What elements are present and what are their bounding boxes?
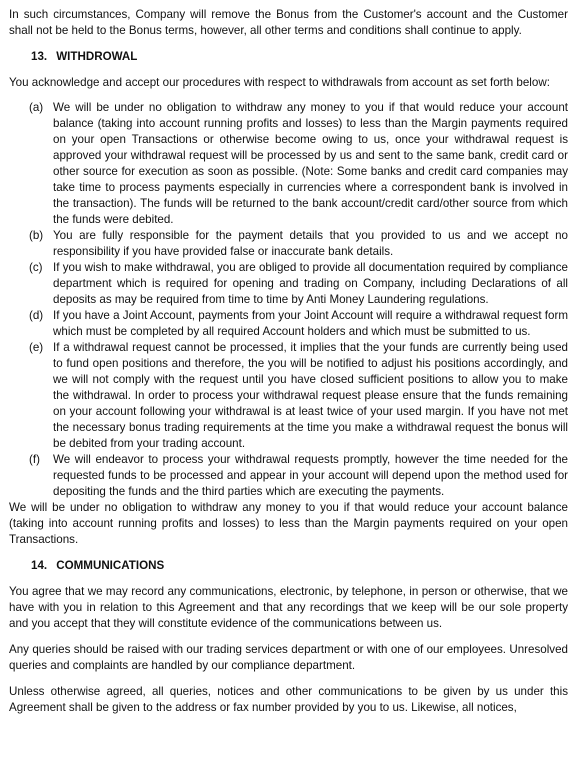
section-13-heading — [9, 49, 568, 65]
list-item-text: If you have a Joint Account, payments from your Joint Account will require a withdrawal request form which must be completed by all required Account holders and which must be submitted to us. — [53, 309, 568, 338]
list-item-text: If a withdrawal request cannot be processed, it implies that the your funds are currently being used to fund open positions and therefore, the you will be notified to adjust his positions accordingly, and we will not comply with the request until you have closed sufficient positions to allow you to make the withdrawal. In order to process your withdrawal request please ensure that the funds remaining on your account following your withdrawal is at least twice of your used margin. If you have not met the necessary bonus trading requirements at the time you make a withdrawal request the bonus will be debited from your trading account. — [53, 341, 568, 450]
list-item-text: We will be under no obligation to withdraw any money to you if that would reduce your account balance (taking into account running profits and losses) to less than the Margin payments required on your open Transactions or otherwise become owing to us, once your withdrawal request is approved your withdrawal request will be processed by us and sent to the same bank, credit card or other source for execution as soon as possible. (Note: Some banks and credit card companies may take time to process payments especially in currencies where a correspondent bank is involved in the transaction). The funds will be returned to the bank account/credit card/other source from which the funds were debited. — [53, 101, 568, 226]
list-item — [9, 340, 568, 452]
communications-paragraph: Any queries should be raised with our trading services department or with one of our employees. Unresolved queries and complaints are handled by our compliance department. — [9, 643, 568, 672]
list-item — [9, 228, 568, 260]
list-item-marker: (f) — [29, 453, 40, 466]
section-13-lead: You acknowledge and accept our procedures with respect to withdrawals from account as set forth below: — [9, 76, 550, 89]
list-item-text: You are fully responsible for the payment details that you provided to us and we accept no responsibility if you have provided false or inaccurate bank details. — [53, 229, 568, 258]
list-item-marker: (e) — [29, 341, 44, 354]
list-item — [9, 260, 568, 308]
list-item-marker: (c) — [29, 261, 43, 274]
communications-paragraph: Unless otherwise agreed, all queries, notices and other communications to be given by us under this Agreement shall be given to the address or fax number provided by you to us. Likewise, all notices, — [9, 685, 568, 714]
communications-paragraph: You agree that we may record any communications, electronic, by telephone, in person or otherwise, that we have with you in relation to this Agreement and that any recordings that we keep will be our sole property and you accept that they will constitute evidence of the communications between us. — [9, 585, 568, 630]
section-13-number: 13. — [31, 50, 48, 63]
list-item-text: We will endeavor to process your withdrawal requests promptly, however the time needed for the requested funds to be processed and appear in your account will depend upon the method used for depositing the funds and the third parties which are executing the payments. — [53, 453, 568, 498]
section-13-closing: We will be under no obligation to withdraw any money to you if that would reduce your account balance (taking into account running profits and losses) to less than the Margin payments required on your open Transactions. — [9, 501, 568, 546]
list-item — [9, 100, 568, 228]
list-item-text: If you wish to make withdrawal, you are obliged to provide all documentation required by compliance department which is required for opening and trading on Company, including Declarations of all deposits as may be required from time to time by Anti Money Laundering regulations. — [53, 261, 568, 306]
section-14-heading — [9, 558, 568, 574]
list-item-marker: (b) — [29, 229, 44, 242]
section-13-title: WITHDROWAL — [56, 50, 138, 63]
section-14-number: 14. — [31, 559, 48, 572]
withdrawal-list — [9, 100, 568, 500]
list-item-marker: (a) — [29, 101, 44, 114]
document-page — [9, 7, 568, 716]
section-14-title: COMMUNICATIONS — [56, 559, 165, 572]
list-item — [9, 308, 568, 340]
list-item-marker: (d) — [29, 309, 44, 322]
list-item — [9, 452, 568, 500]
intro-paragraph: In such circumstances, Company will remove the Bonus from the Customer's account and the Customer shall not be held to the Bonus terms, however, all other terms and conditions shall continue to apply. — [9, 8, 568, 37]
